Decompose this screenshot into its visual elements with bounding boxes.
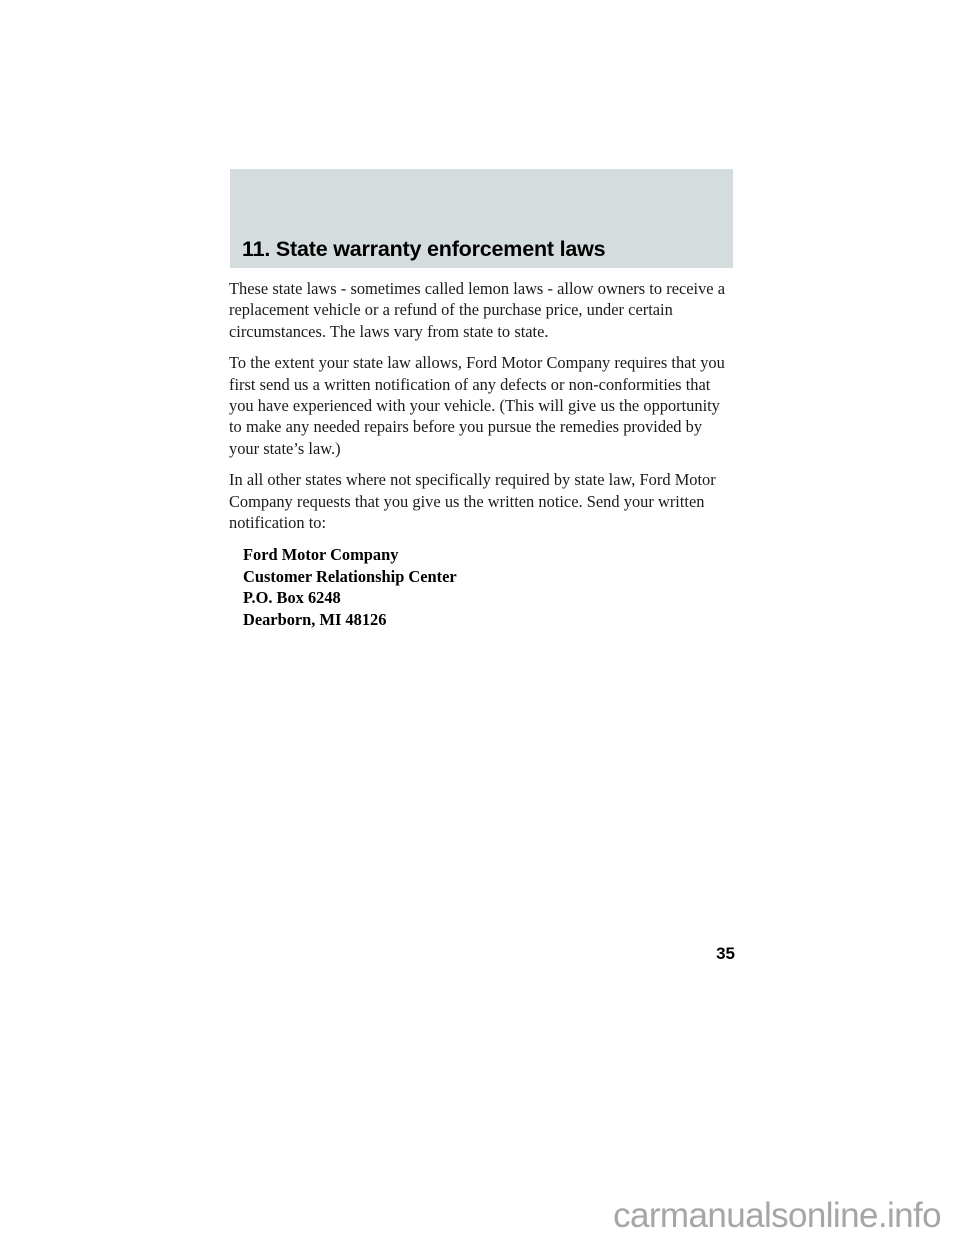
address-line-city-state-zip: Dearborn, MI 48126 xyxy=(243,609,387,629)
body-paragraph-2: To the extent your state law allows, Ford Motor Company requires that you first send us a written notification of any defects or non-conformities that you have experienced with your vehicle. (This will give us the opportunity to make any needed repairs before you pursue the remedies provided by your state’s law.) xyxy=(229,353,725,458)
body-paragraph-1: These state laws - sometimes called lemon laws - allow owners to receive a replacement vehicle or a refund of the purchase price, under certain circumstances. The laws vary from state to state. xyxy=(229,279,726,341)
section-heading: 11. State warranty enforcement laws xyxy=(242,237,606,261)
address-line-company: Ford Motor Company xyxy=(243,545,399,565)
body-paragraph-3: In all other states where not specifically required by state law, Ford Motor Company requests that you give us the written notice. Send your written notification to: xyxy=(229,470,716,533)
page-number: 35 xyxy=(716,944,735,963)
mailing-address-block xyxy=(243,544,735,630)
site-watermark: carmanualsonline.info xyxy=(613,1196,941,1235)
address-line-po-box: P.O. Box 6248 xyxy=(243,588,341,608)
section-header-band xyxy=(230,169,733,268)
body-content xyxy=(229,278,735,630)
address-line-department: Customer Relationship Center xyxy=(243,566,457,586)
